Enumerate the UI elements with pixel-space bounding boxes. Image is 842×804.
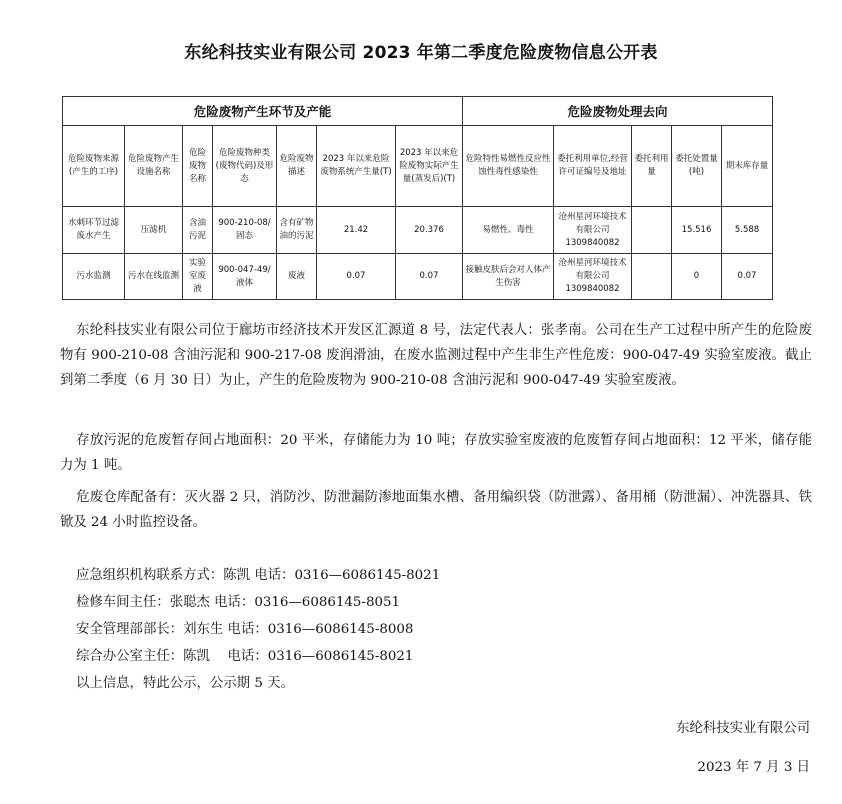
table-cell: 0.07 (396, 254, 463, 300)
table-cell: 沧州星河环境技术有限公司1309840082 (554, 254, 632, 300)
table-cell: 21.42 (317, 207, 396, 254)
table-cell: 0 (672, 254, 722, 300)
header-cell: 2023 年以来危险废物系统产生量(T) (317, 126, 396, 207)
table-cell: 易燃性、毒性 (463, 207, 554, 254)
table-cell: 废液 (277, 254, 317, 300)
table-cell: 污水监测 (63, 254, 125, 300)
table-row (63, 207, 773, 254)
table-cell: 20.376 (396, 207, 463, 254)
paragraph-storage (60, 428, 812, 478)
table-cell: 沧州星河环境技术有限公司1309840082 (554, 207, 632, 254)
table-cell: 5.588 (722, 207, 773, 254)
section-header-generation: 危险废物产生环节及产能 (63, 97, 463, 126)
header-cell: 危险废物来源(产生的工序) (63, 126, 125, 207)
section-header-disposal: 危险废物处理去向 (463, 97, 773, 126)
header-cell: 委托处置量 (吨) (672, 126, 722, 207)
table-cell: 900-047-49/液体 (213, 254, 277, 300)
table-cell: 实验室废液 (183, 254, 213, 300)
table-cell (632, 254, 672, 300)
document-title: 东纶科技实业有限公司 2023 年第二季度危险废物信息公开表 (184, 43, 658, 63)
paragraph-text: 危废仓库配备有：灭火器 2 只，消防沙、防泄漏防渗地面集水槽、备用编织袋（防泄露）、备用桶（防泄漏）、冲洗器具、铁锨及 24 小时监控设备。 (60, 490, 812, 530)
header-cell: 危险废物名称 (183, 126, 213, 207)
contact-maintenance: 检修车间主任：张聪杰 电话：0316—6086145-8051 (76, 595, 401, 610)
table-cell: 15.516 (672, 207, 722, 254)
header-cell: 危险废物种类(废物代码)及形态 (213, 126, 277, 207)
paragraph-text: 存放污泥的危废暂存间占地面积：20 平米，存储能力为 10 吨；存放实验室废液的危废暂存间占地面积：12 平米，储存能力为 1 吨。 (60, 433, 812, 473)
hazardous-waste-table (62, 96, 773, 300)
table-cell: 含油污泥 (183, 207, 213, 254)
contact-safety: 安全管理部部长：刘东生 电话：0316—6086145-8008 (76, 622, 414, 637)
header-cell: 危险废物产生设施名称 (125, 126, 183, 207)
table-cell: 0.07 (722, 254, 773, 300)
table-cell: 水刺环节过滤废水产生 (63, 207, 125, 254)
table-row (63, 254, 773, 300)
table-cell: 含有矿物油的污泥 (277, 207, 317, 254)
table-cell: 压滤机 (125, 207, 183, 254)
header-cell: 2023 年以来危险废物实际产生量(蒸发后)(T) (396, 126, 463, 207)
header-cell: 期末库存量 (722, 126, 773, 207)
contact-emergency: 应急组织机构联系方式：陈凯 电话：0316—6086145-8021 (76, 568, 441, 583)
paragraph-company-info (60, 318, 812, 393)
header-cell: 委托利用单位,经营许可证编号及地址 (554, 126, 632, 207)
signature-company: 东纶科技实业有限公司 (676, 721, 810, 736)
header-cell: 危险废物描述 (277, 126, 317, 207)
paragraph-text: 东纶科技实业有限公司位于廊坊市经济技术开发区汇源道 8 号，法定代表人：张孝南。公司在生产工过程中所产生的危险废物有 900-210-08 含油污泥和 900-217-08 废润滑油，在废水监测过程中产生非生产性危废：900-047-49 实验室废液。截止到第二季度（6 月 30 日）为止，产生的危险废物为 900-210-08 含油污泥和 900-047-49 实验室废液。 (60, 323, 812, 388)
header-cell: 危险特性易燃性反应性蚀性毒性感染性 (463, 126, 554, 207)
table-cell: 接触皮肤后会对人体产生伤害 (463, 254, 554, 300)
table-cell (632, 207, 672, 254)
table-cell: 900-210-08/固态 (213, 207, 277, 254)
header-cell: 委托利用量 (632, 126, 672, 207)
signature-date: 2023 年 7 月 3 日 (697, 760, 810, 775)
table-cell: 0.07 (317, 254, 396, 300)
contact-office: 综合办公室主任：陈凯 电话：0316—6086145-8021 (76, 649, 414, 664)
notice-line: 以上信息，特此公示，公示期 5 天。 (76, 676, 294, 691)
table-cell: 污水在线监测 (125, 254, 183, 300)
paragraph-equipment (60, 485, 812, 535)
